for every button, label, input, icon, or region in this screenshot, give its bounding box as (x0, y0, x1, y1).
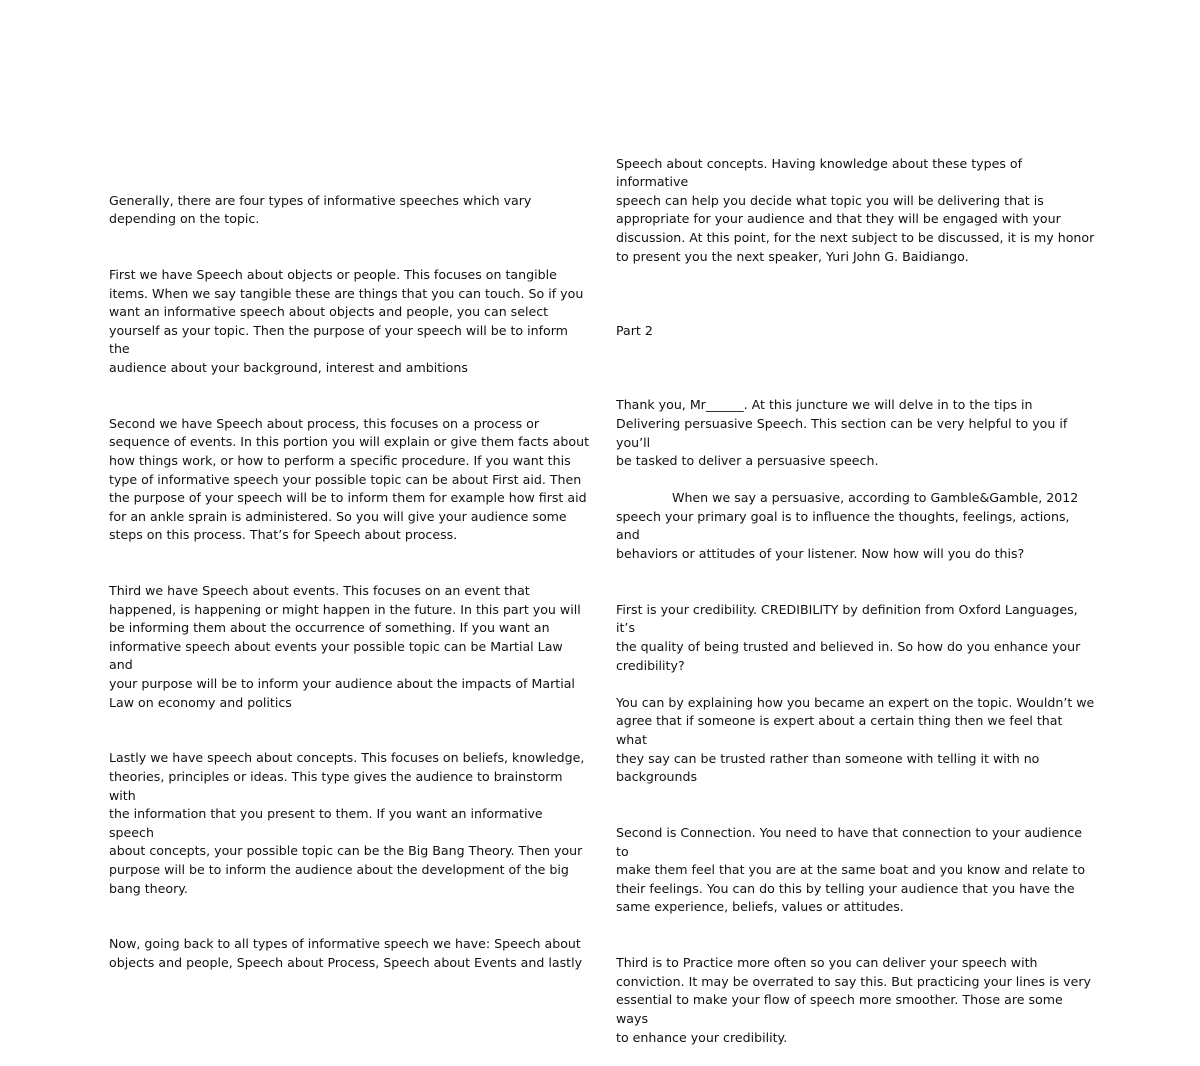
paragraph-persuasive-definition: When we say a persuasive, according to Gamble&Gamble, 2012 speech your primary goal is to influence the thoughts, feelings, actions, and behaviors or attitudes of your listener. Now how will you do this? (616, 490, 1079, 562)
paragraph-connection: Second is Connection. You need to have that connection to your audience to make them feel that you are at the same boat and you know and relate to their feelings. You can do this by telling your audience that you have the same experience, beliefs, values or attitudes. (616, 824, 1086, 915)
right-column (616, 136, 1096, 1066)
paragraph-intro: Generally, there are four types of informative speeches which vary depending on the topic. (109, 192, 532, 227)
paragraph-practice: Third is to Practice more often so you can deliver your speech with conviction. It may be overrated to say this. But practicing your lines is very essential to make your flow of speech more smoother. Those are some ways to enhance your credibility. (616, 955, 1091, 1045)
paragraph-summary: Now, going back to all types of informative speech we have: Speech about objects and people, Speech about Process, Speech about Events and lastly (109, 936, 583, 970)
paragraph-process: Second we have Speech about process, this focuses on a process or sequence of events. In this portion you will explain or give them facts about how things work, or how to perform a specific procedure. If you want this type of informative speech your possible topic can be about First aid. Then the purpose of your speech will be to inform them for example how first aid for an ankle sprain is administered. So you will give your audience some steps on this process. That’s for Speech about process. (109, 415, 590, 543)
section-heading-part-2: Part 2 (616, 322, 653, 338)
paragraph-persuasive-intro: Thank you, Mr______. At this juncture we will delve in to the tips in Delivering persuasive Speech. This section can be very helpful to you if you’ll be tasked to deliver a persuasive speech. (616, 397, 1068, 469)
left-column (109, 173, 589, 991)
paragraph-objects-people: First we have Speech about objects or people. This focuses on tangible items. When we say tangible these are things that you can touch. So if you want an informative speech about objects and people, you can select yourself as your topic. Then the purpose of your speech will be to inform the audience about your background, interest and ambitions (109, 266, 584, 375)
paragraph-events: Third we have Speech about events. This focuses on an event that happened, is happening or might happen in the future. In this part you will be informing them about the occurrence of something. If you want an informative speech about events your possible topic can be Martial Law and your purpose will be to inform your audience about the impacts of Martial Law on economy and politics (109, 583, 581, 710)
paragraph-expertise: You can by explaining how you became an expert on the topic. Wouldn’t we agree that if someone is expert about a certain thing then we feel that what they say can be trusted rather than someone with telling it with no backgrounds (616, 694, 1095, 785)
paragraph-concepts: Lastly we have speech about concepts. This focuses on beliefs, knowledge, theories, principles or ideas. This type gives the audience to brainstorm with the information that you present to them. If you want an informative speech about concepts, your possible topic can be the Big Bang Theory. Then your purpose will be to inform the audience about the development of the big bang theory. (109, 750, 585, 896)
paragraph-credibility: First is your credibility. CREDIBILITY by definition from Oxford Languages, it’s the quality of being trusted and believed in. So how do you enhance your credibility? (616, 601, 1081, 673)
paragraph-concepts-continued: Speech about concepts. Having knowledge about these types of informative speech can help you decide what topic you will be delivering that is appropriate for your audience and that they will be engaged with your discussion. At this point, for the next subject to be discussed, it is my honor to present you the next speaker, Yuri John G. Baidiango. (616, 155, 1095, 264)
